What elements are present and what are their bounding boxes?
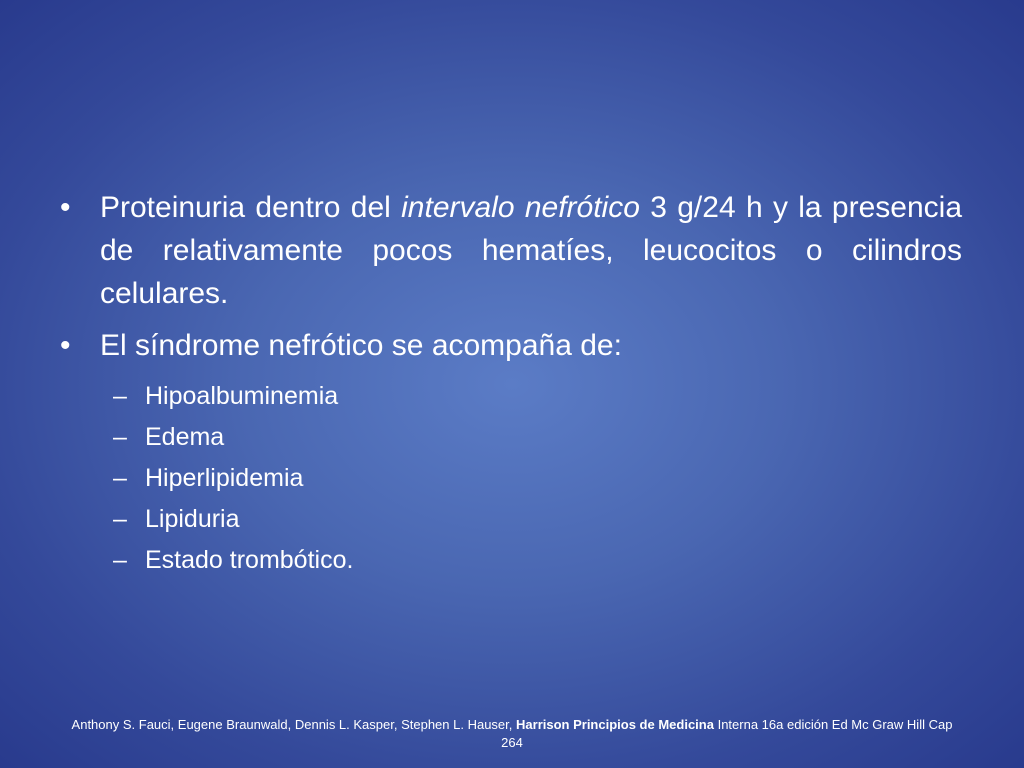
sub-bullet-text: Hiperlipidemia xyxy=(145,464,304,492)
dash-marker: – xyxy=(113,546,127,574)
bullet-text: El síndrome nefrótico se acompaña de: xyxy=(100,329,622,362)
bullet-proteinuria xyxy=(58,186,962,315)
bullet-marker: • xyxy=(60,329,71,362)
bullet-sindrome xyxy=(58,324,962,367)
bullet-text: Proteinuria dentro del xyxy=(100,191,391,224)
bullet-text-continued: 3 g/24 h y la presencia de relativamente pocos hematíes, leucocitos o cilindros celulares. xyxy=(100,191,963,310)
bullet-italic-text: intervalo nefrótico xyxy=(401,191,640,224)
sub-bullet-item xyxy=(58,499,962,540)
citation-authors: Anthony S. Fauci, Eugene Braunwald, Dennis L. Kasper, Stephen L. Hauser, xyxy=(71,717,513,732)
citation-footer xyxy=(70,716,954,752)
sub-bullet-list xyxy=(58,376,962,581)
citation-details: Interna 16a edición Ed Mc Graw Hill Cap 264 xyxy=(501,717,953,750)
sub-bullet-item xyxy=(58,540,962,581)
sub-bullet-item xyxy=(58,458,962,499)
bullet-marker: • xyxy=(60,191,71,224)
dash-marker: – xyxy=(113,423,127,451)
sub-bullet-item xyxy=(58,376,962,417)
dash-marker: – xyxy=(113,382,127,410)
slide-content xyxy=(58,186,962,581)
sub-bullet-text: Lipiduria xyxy=(145,505,240,533)
sub-bullet-text: Estado trombótico. xyxy=(145,546,354,574)
sub-bullet-text: Edema xyxy=(145,423,225,451)
sub-bullet-text: Hipoalbuminemia xyxy=(145,382,339,410)
dash-marker: – xyxy=(113,464,127,492)
dash-marker: – xyxy=(113,505,127,533)
sub-bullet-item xyxy=(58,417,962,458)
citation-book-title: Harrison Principios de Medicina xyxy=(516,717,714,732)
